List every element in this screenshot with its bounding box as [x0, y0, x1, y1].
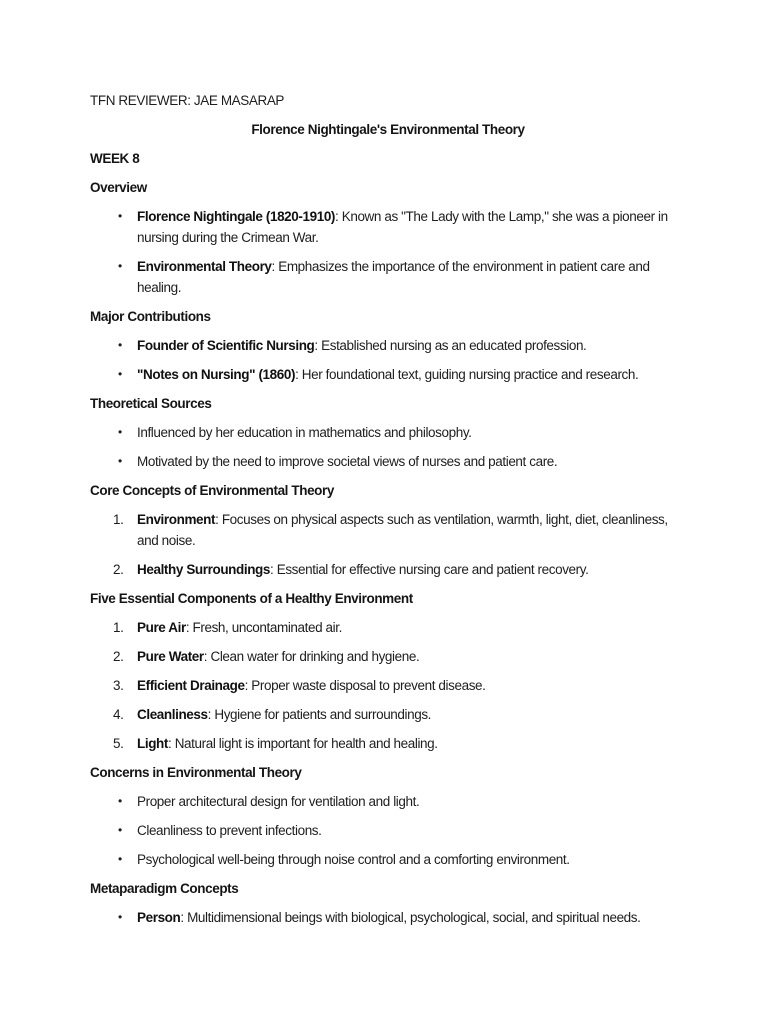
- document-title: Florence Nightingale's Environmental Theory: [251, 122, 525, 137]
- number-marker: 1.: [113, 512, 124, 527]
- number-marker: 1.: [113, 620, 124, 635]
- item-text: Motivated by the need to improve societal views of nurses and patient care.: [137, 454, 558, 469]
- list-item: [113, 907, 686, 928]
- sections-container: [90, 177, 686, 928]
- item-term: Environmental Theory: [137, 259, 272, 274]
- list-item: [113, 820, 686, 841]
- item-content: [137, 364, 686, 385]
- list-item: [113, 509, 686, 551]
- bullet-marker: •: [118, 823, 122, 837]
- item-text: : Established nursing as an educated profession.: [314, 338, 587, 353]
- section-heading: Major Contributions: [90, 309, 211, 324]
- list-item: [113, 704, 686, 725]
- item-term: Pure Water: [137, 649, 204, 664]
- item-content: [137, 451, 686, 472]
- week-label: WEEK 8: [90, 151, 140, 166]
- item-text: Influenced by her education in mathematics and philosophy.: [137, 425, 472, 440]
- bullet-marker: •: [118, 454, 122, 468]
- list-item: [113, 422, 686, 443]
- item-term: Cleanliness: [137, 707, 208, 722]
- section-heading: Metaparadigm Concepts: [90, 881, 239, 896]
- item-content: [137, 559, 686, 580]
- item-term: Pure Air: [137, 620, 186, 635]
- bullet-marker: •: [118, 910, 122, 924]
- item-content: [137, 791, 686, 812]
- item-text: Psychological well-being through noise control and a comforting environment.: [137, 852, 570, 867]
- item-term: Founder of Scientific Nursing: [137, 338, 315, 353]
- list-item: [113, 451, 686, 472]
- item-term: Florence Nightingale (1820-1910): [137, 209, 336, 224]
- number-marker: 2.: [113, 562, 124, 577]
- item-term: Light: [137, 736, 168, 751]
- item-term: Person: [137, 910, 181, 925]
- item-text: Cleanliness to prevent infections.: [137, 823, 322, 838]
- list-item: [113, 559, 686, 580]
- section-heading: Overview: [90, 180, 147, 195]
- item-text: : Known as "The Lady with the Lamp," she was a pioneer in nursing during the Crimean War.: [137, 209, 668, 245]
- list-item: [113, 335, 686, 356]
- section-heading: Five Essential Components of a Healthy Environment: [90, 591, 413, 606]
- list-item: [113, 256, 686, 298]
- item-text: : Fresh, uncontaminated air.: [185, 620, 342, 635]
- list-item: [113, 364, 686, 385]
- item-text: : Focuses on physical aspects such as ventilation, warmth, light, diet, cleanliness, and noise.: [137, 512, 668, 548]
- item-text: : Proper waste disposal to prevent disease.: [244, 678, 486, 693]
- item-text: : Emphasizes the importance of the environment in patient care and healing.: [137, 259, 650, 295]
- item-text: : Hygiene for patients and surroundings.: [207, 707, 432, 722]
- item-content: [137, 907, 686, 928]
- item-content: [137, 704, 686, 725]
- list-item: [113, 791, 686, 812]
- section-heading: Theoretical Sources: [90, 396, 212, 411]
- item-content: [137, 675, 686, 696]
- item-text: : Multidimensional beings with biological, psychological, social, and spiritual needs.: [180, 910, 641, 925]
- list-item: [113, 849, 686, 870]
- item-content: [137, 646, 686, 667]
- bullet-marker: •: [118, 259, 122, 273]
- reviewer-header: TFN REVIEWER: JAE MASARAP: [90, 93, 285, 108]
- item-content: [137, 206, 686, 248]
- bullet-marker: •: [118, 338, 122, 352]
- item-text: : Clean water for drinking and hygiene.: [203, 649, 420, 664]
- bullet-marker: •: [118, 794, 122, 808]
- number-marker: 3.: [113, 678, 124, 693]
- list-item: [113, 206, 686, 248]
- section-heading: Concerns in Environmental Theory: [90, 765, 302, 780]
- item-term: Healthy Surroundings: [137, 562, 271, 577]
- bullet-marker: •: [118, 852, 122, 866]
- number-marker: 5.: [113, 736, 124, 751]
- list-item: [113, 675, 686, 696]
- item-text: : Natural light is important for health and healing.: [168, 736, 438, 751]
- item-content: [137, 733, 686, 754]
- list-item: [113, 733, 686, 754]
- bullet-marker: •: [118, 209, 122, 223]
- item-term: "Notes on Nursing" (1860): [137, 367, 296, 382]
- item-term: Efficient Drainage: [137, 678, 245, 693]
- item-content: [137, 256, 686, 298]
- section-heading: Core Concepts of Environmental Theory: [90, 483, 334, 498]
- item-text: Proper architectural design for ventilation and light.: [137, 794, 420, 809]
- item-text: : Her foundational text, guiding nursing practice and research.: [295, 367, 639, 382]
- item-content: [137, 335, 686, 356]
- item-content: [137, 617, 686, 638]
- number-marker: 2.: [113, 649, 124, 664]
- item-content: [137, 422, 686, 443]
- item-term: Environment: [137, 512, 216, 527]
- list-item: [113, 646, 686, 667]
- bullet-marker: •: [118, 367, 122, 381]
- number-marker: 4.: [113, 707, 124, 722]
- list-item: [113, 617, 686, 638]
- bullet-marker: •: [118, 425, 122, 439]
- item-content: [137, 509, 686, 551]
- item-content: [137, 820, 686, 841]
- item-text: : Essential for effective nursing care and patient recovery.: [270, 562, 589, 577]
- item-content: [137, 849, 686, 870]
